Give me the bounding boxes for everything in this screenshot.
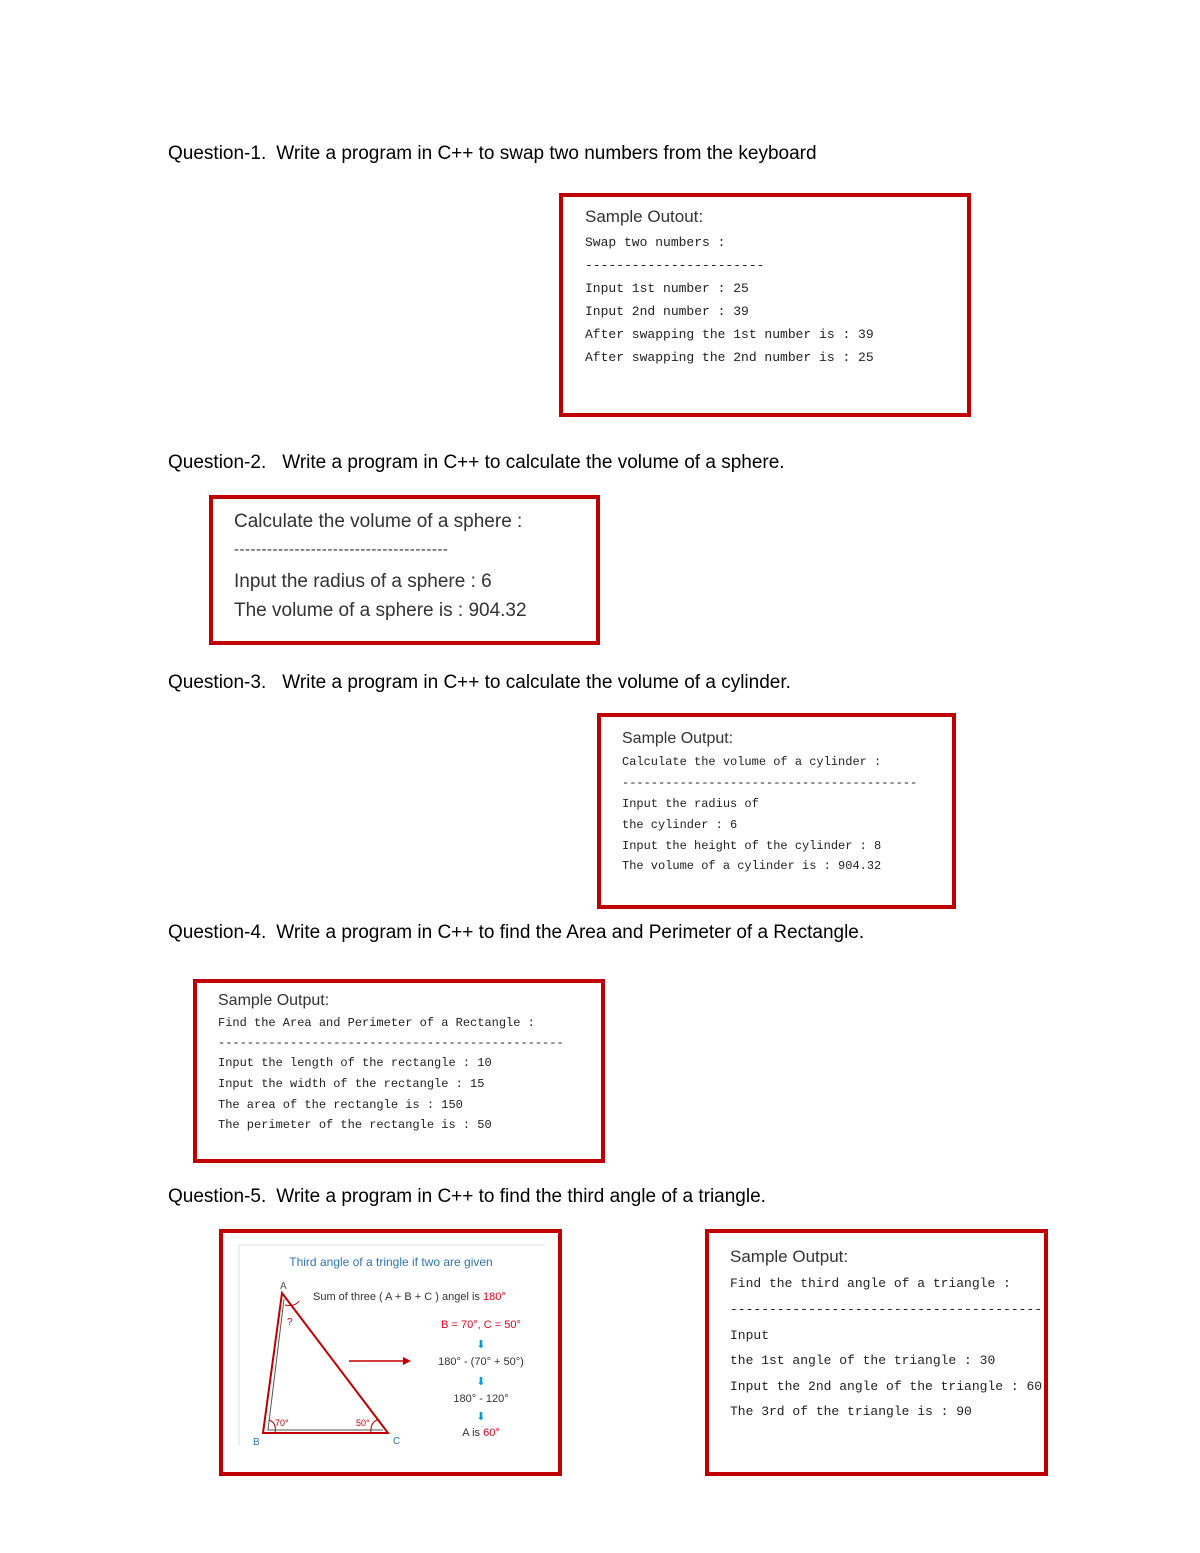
output-line: The volume of a sphere is : 904.32 bbox=[234, 600, 527, 621]
down-arrow-icon: ⬇ bbox=[476, 1411, 486, 1423]
step-2: 180° - 120° bbox=[453, 1393, 509, 1405]
output-line: Input the height of the cylinder : 8 bbox=[622, 839, 882, 853]
output-line: The perimeter of the rectangle is : 50 bbox=[218, 1118, 492, 1132]
output-line: the cylinder : 6 bbox=[622, 818, 738, 832]
angle-c-label: 50° bbox=[356, 1418, 370, 1428]
output-line: The area of the rectangle is : 150 bbox=[218, 1098, 463, 1112]
question-3-heading bbox=[168, 672, 791, 694]
output-header: Sample Output: bbox=[622, 730, 734, 747]
q5-diagram-box bbox=[219, 1229, 562, 1476]
question-number: Question-3. bbox=[168, 672, 267, 693]
output-line: Input the width of the rectangle : 15 bbox=[218, 1077, 485, 1091]
output-line: After swapping the 1st number is : 39 bbox=[585, 327, 874, 342]
q1-sample-output-box bbox=[559, 193, 971, 417]
question-number: Question-1. bbox=[168, 143, 267, 164]
output-line: Input the 2nd angle of the triangle : 60 bbox=[730, 1379, 1043, 1394]
triangle-diagram bbox=[223, 1233, 558, 1472]
sum-statement: Sum of three ( A + B + C ) angel is 180° bbox=[313, 1291, 506, 1303]
output-line: ----------------------- bbox=[585, 258, 765, 273]
question-text: Write a program in C++ to swap two numbers from the keyboard bbox=[276, 143, 817, 164]
question-4-heading bbox=[168, 922, 864, 944]
question-1-heading bbox=[168, 143, 817, 165]
triangle-shape bbox=[263, 1293, 388, 1433]
output-line: After swapping the 2nd number is : 25 bbox=[585, 350, 874, 365]
output-line: Input 2nd number : 39 bbox=[585, 304, 749, 319]
step-1: 180° - (70° + 50°) bbox=[438, 1356, 524, 1368]
output-header: Sample Output: bbox=[730, 1247, 849, 1266]
angle-a-label: ? bbox=[287, 1317, 293, 1328]
vertex-a-label: A bbox=[280, 1281, 287, 1292]
vertex-c-label: C bbox=[393, 1436, 401, 1447]
output-line: Input 1st number : 25 bbox=[585, 281, 749, 296]
output-line: Swap two numbers : bbox=[585, 235, 726, 250]
question-2-heading bbox=[168, 452, 785, 474]
output-line: Input the radius of bbox=[622, 797, 759, 811]
question-5-heading bbox=[168, 1186, 766, 1208]
q3-sample-output-box bbox=[597, 713, 956, 909]
output-line: Input bbox=[730, 1328, 770, 1343]
down-arrow-icon: ⬇ bbox=[476, 1376, 486, 1388]
output-line: Input the radius of a sphere : 6 bbox=[234, 571, 492, 592]
question-text: Write a program in C++ to find the Area and Perimeter of a Rectangle. bbox=[276, 922, 865, 943]
q4-sample-output-box bbox=[193, 979, 605, 1163]
output-line: the 1st angle of the triangle : 30 bbox=[730, 1353, 996, 1368]
output-header: Sample Outout: bbox=[585, 207, 704, 226]
output-line: Find the third angle of a triangle : bbox=[730, 1276, 1011, 1291]
question-text: Write a program in C++ to calculate the volume of a sphere. bbox=[282, 452, 785, 473]
question-number: Question-5. bbox=[168, 1186, 267, 1207]
question-number: Question-2. bbox=[168, 452, 267, 473]
output-header: Sample Output: bbox=[218, 992, 330, 1009]
diagram-title: Third angle of a tringle if two are given bbox=[289, 1255, 493, 1269]
output-line: --------------------------------------- bbox=[234, 541, 449, 558]
vertex-b-label: B bbox=[253, 1437, 260, 1448]
output-line: ----------------------------------------- bbox=[622, 776, 918, 790]
q5-sample-output-box bbox=[705, 1229, 1048, 1476]
result: A is 60° bbox=[462, 1427, 500, 1439]
question-text: Write a program in C++ to calculate the volume of a cylinder. bbox=[282, 672, 791, 693]
angle-b-label: 70° bbox=[275, 1418, 289, 1428]
right-arrow-icon bbox=[349, 1357, 411, 1365]
down-arrow-icon: ⬇ bbox=[476, 1339, 486, 1351]
output-line: Calculate the volume of a cylinder : bbox=[622, 755, 882, 769]
question-number: Question-4. bbox=[168, 922, 267, 943]
output-line: The 3rd of the triangle is : 90 bbox=[730, 1404, 972, 1419]
q2-sample-output-box bbox=[209, 495, 600, 645]
output-line: The volume of a cylinder is : 904.32 bbox=[622, 859, 882, 873]
given-angles: B = 70°, C = 50° bbox=[441, 1319, 521, 1331]
output-line: Calculate the volume of a sphere : bbox=[234, 511, 523, 532]
question-text: Write a program in C++ to find the third angle of a triangle. bbox=[276, 1186, 766, 1207]
output-line: ---------------------------------------- bbox=[730, 1302, 1043, 1317]
output-line: Input the length of the rectangle : 10 bbox=[218, 1056, 492, 1070]
output-line: Find the Area and Perimeter of a Rectangle : bbox=[218, 1016, 535, 1030]
output-line: ------------------------------------------------ bbox=[218, 1036, 564, 1050]
